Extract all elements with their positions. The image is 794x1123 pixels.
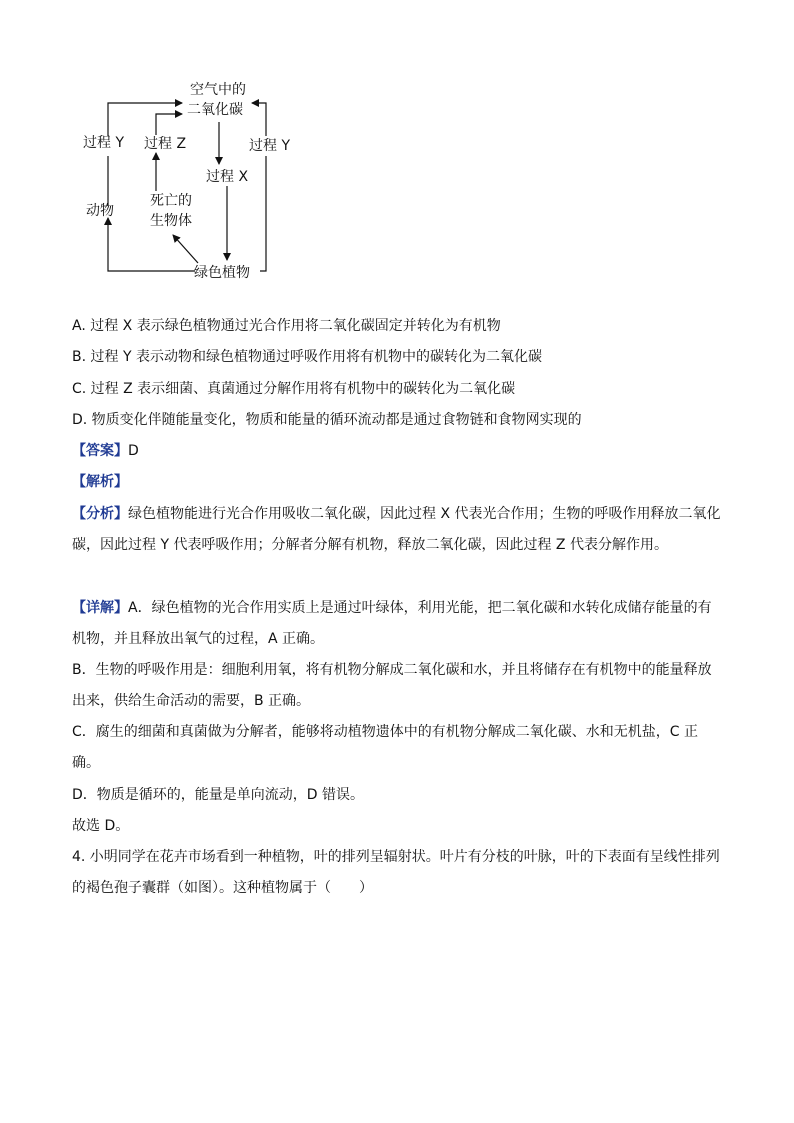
detail-c-line-2: 确。 [72,755,100,771]
analysis-tag: 【分析】 [72,506,128,522]
question4-line-2: 的褐色孢子囊群（如图）。这种植物属于（ ） [72,880,373,896]
analysis-line-2: 碳，因此过程 Y 代表呼吸作用；分解者分解有机物，释放二氧化碳，因此过程 Z 代表分解作用。 [72,537,668,553]
node-air-co2-line2: 二氧化碳 [187,102,243,118]
detail-b-line-1: B．生物的呼吸作用是：细胞利用氧，将有机物分解成二氧化碳和水，并且将储存在有机物中的能量释放 [72,662,712,678]
option-c: C. 过程 Z 表示细菌、真菌通过分解作用将有机物中的碳转化为二氧化碳 [72,381,516,397]
detail-a-line-2: 机物，并且释放出氧气的过程，A 正确。 [72,631,325,647]
answer-line [72,441,139,461]
option-b: B. 过程 Y 表示动物和绿色植物通过呼吸作用将有机物中的碳转化为二氧化碳 [72,349,542,365]
arrow-processY-right-to-co2 [252,103,266,136]
node-process-x: 过程 X [206,169,249,185]
node-dead-line2: 生物体 [150,213,192,229]
node-process-y-right: 过程 Y [249,138,291,154]
analysis-heading: 【解析】 [72,474,128,490]
detail-tag: 【详解】 [72,600,128,616]
arrow-processY-left-to-co2 [108,103,182,136]
analysis-text-1: 绿色植物能进行光合作用吸收二氧化碳，因此过程 X 代表光合作用；生物的呼吸作用释放二氧化 [128,506,721,522]
node-process-y-left: 过程 Y [83,135,125,151]
arrow-processZ-to-co2 [156,114,182,135]
carbon-cycle-diagram [70,78,310,288]
detail-a-text-1: A．绿色植物的光合作用实质上是通过叶绿体，利用光能，把二氧化碳和水转化成储存能量的有 [128,600,712,616]
arrow-plants-to-dead [173,235,198,263]
node-animals: 动物 [86,203,114,219]
arrow-plants-to-processY-right [260,156,266,271]
question4-line-1: 4. 小明同学在花卉市场看到一种植物，叶的排列呈辐射状。叶片有分枝的叶脉，叶的下表面有呈线性排列 [72,849,720,865]
node-green-plants: 绿色植物 [194,265,250,281]
detail-a-line-1 [72,598,712,618]
answer-value: D [128,443,139,459]
detail-c-line-1: C．腐生的细菌和真菌做为分解者，能够将动植物遗体中的有机物分解成二氧化碳、水和无机盐，C 正 [72,724,698,740]
answer-tag: 【答案】 [72,443,128,459]
option-a: A. 过程 X 表示绿色植物通过光合作用将二氧化碳固定并转化为有机物 [72,318,501,334]
detail-b-line-2: 出来，供给生命活动的需要，B 正确。 [72,693,311,709]
option-d: D. 物质变化伴随能量变化，物质和能量的循环流动都是通过食物链和食物网实现的 [72,412,582,428]
node-process-z: 过程 Z [144,136,187,152]
detail-d-line: D．物质是循环的，能量是单向流动，D 错误。 [72,787,365,803]
node-dead-line1: 死亡的 [150,193,192,209]
detail-conclusion: 故选 D。 [72,818,130,834]
node-air-co2-line1: 空气中的 [190,82,246,98]
analysis-line-1 [72,504,721,524]
